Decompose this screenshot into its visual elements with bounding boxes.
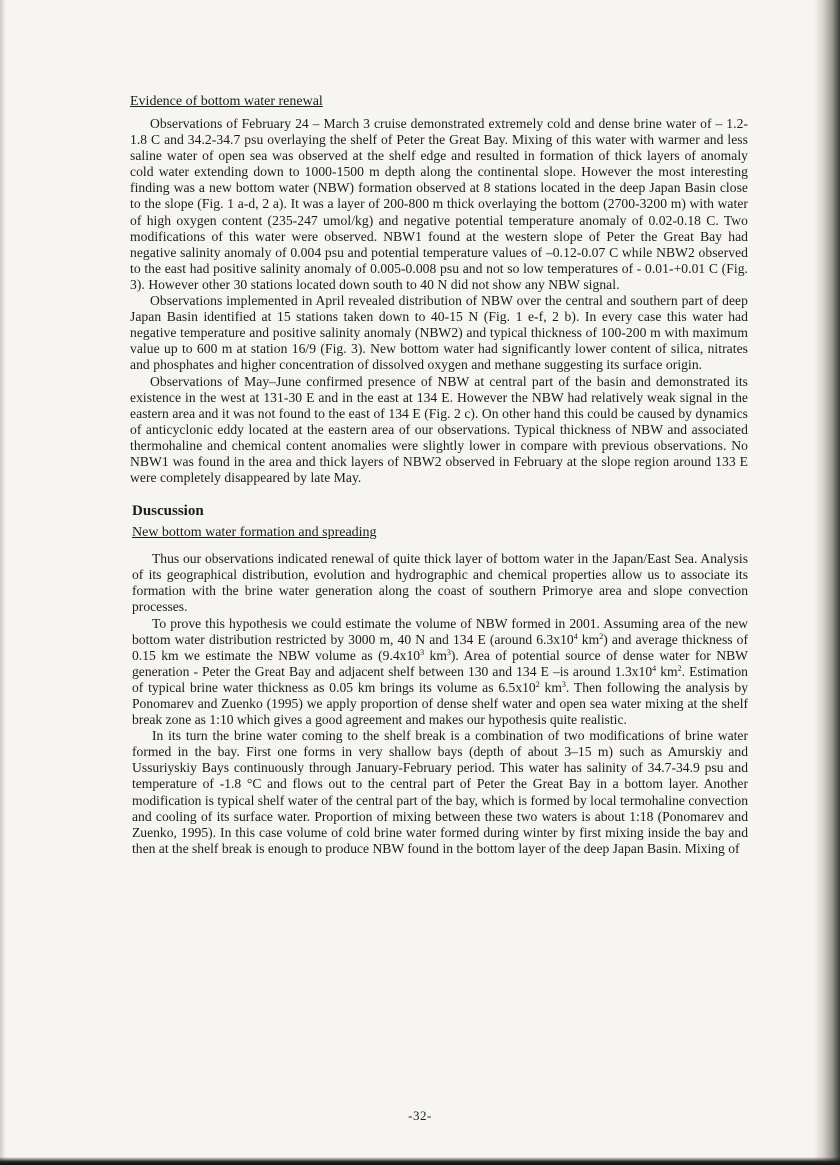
paragraph: Observations of May–June confirmed presence of NBW at central part of the basin and demonstrated its existence in the west at 131-30 E and in the east at 134 E. However the NBW had relatively weak signal in the eastern area and it was not found to the east of 134 E (Fig. 2 c). On other hand this could be caused by dynamics of anticyclonic eddy located at the eastern area of our observations. Typical thickness of NBW and associated thermohaline and chemical content anomalies were slightly lower in compare with previous observations. No NBW1 was found in the area and thick layers of NBW2 observed in February at the slope region around 133 E were completely disappeared by late May. [130,373,748,486]
paragraph: Observations implemented in April revealed distribution of NBW over the central and southern part of deep Japan Basin identified at 15 stations taken down to 40-15 N (Fig. 1 e-f, 2 b). In every case this water had negative temperature and positive salinity anomaly (NBW2) and typical thickness of 100-200 m with maximum value up to 600 m at station 16/9 (Fig. 3). New bottom water had significantly lower content of silica, nitrates and phosphates and higher concentration of dissolved oxygen and methane suggesting its surface origin. [130,293,748,373]
scan-shadow-left [0,0,6,1165]
text-run: . Then following the analysis by Ponomarev and Zuenko (1995) we apply proportion of dense shelf water and open sea water mixing at the shelf break zone as 1:10 which gives a good agreement and makes our hypothesis quite realistic. [132,679,748,728]
text-run: ). Area of potential source of dense water for NBW generation - Peter the Great Bay and adjacent shelf between 130 and 134 E –is around 1.3x10 [132,647,748,679]
text-run: km [424,647,447,663]
text-run: km [656,663,678,679]
text-run: km [539,679,562,695]
subsection-heading-formation: New bottom water formation and spreading [132,525,377,541]
scan-shadow-right [814,0,840,1165]
superscript: 3 [446,647,451,657]
page-content [130,93,748,857]
superscript: 3 [561,679,566,689]
text-run: To prove this hypothesis we could estimate the volume of NBW formed in 2001. Assuming area of the new bottom water distribution restricted by 3000 m, 40 N and 134 E (around 6.3x10 [132,615,748,647]
page-number: -32- [408,1108,432,1123]
superscript: 2 [677,663,682,673]
section-heading-bottom-water-renewal: Evidence of bottom water renewal [130,94,323,109]
text-run: km [577,631,600,647]
scan-shadow-bottom [0,1157,840,1165]
text-run: ) and average thickness of 0.15 km we estimate the NBW volume as (9.4x10 [132,631,748,663]
paragraph-with-superscripts [132,616,748,729]
text-run: . Estimation of typical brine water thickness as 0.05 km brings its volume as 6.5x10 [132,663,748,695]
paragraph: Observations of February 24 – March 3 cruise demonstrated extremely cold and dense brine water of – 1.2-1.8 C and 34.2-34.7 psu overlaying the shelf of Peter the Great Bay. Mixing of this water with warmer and less saline water of open sea was observed at the shelf edge and resulted in formation of thick layers of anomaly cold water extending down to 1000-1500 m depth along the continental slope. However the most interesting finding was a new bottom water (NBW) formation observed at 8 stations located in the deep Japan Basin close to the slope (Fig. 1 a-d, 2 a). It was a layer of 200-800 m thick overlaying the bottom (2700-3200 m) with water of high oxygen content (235-247 umol/kg) and negative potential temperature anomaly of 0.02-0.18 C. Two modifications of this water were observed. NBW1 found at the western slope of Peter the Great Bay had negative salinity anomaly of 0.004 psu and potential temperature values of –0.12-0.07 C while NBW2 observed to the east had positive salinity anomaly of 0.005-0.008 psu and not so low temperatures of - 0.01-+0.01 C (Fig. 3). However other 30 stations located down south to 40 N did not show any NBW signal. [130,116,748,292]
superscript: 4 [652,663,657,673]
superscript: 2 [599,631,604,641]
section-heading-discussion: Duscussion [132,503,204,520]
superscript: 4 [573,631,578,641]
superscript: 2 [535,679,540,689]
superscript: 3 [420,647,425,657]
paragraph: In its turn the brine water coming to the shelf break is a combination of two modifications of brine water formed in the bay. First one forms in very shallow bays (depth of about 3–15 m) such as Amurskiy and Ussuriyskiy Bays continuously through January-February period. This water has salinity of 34.7-34.9 psu and temperature of -1.8 °C and flows out to the central part of Peter the Great Bay in a bottom layer. Another modification is typical shelf water of the central part of the bay, which is formed by local termohaline convection and cooling of its surface water. Proportion of mixing between these two waters is about 1:18 (Ponomarev and Zuenko, 1995). In this case volume of cold brine water formed during winter by first mixing inside the bay and then at the shelf break is enough to produce NBW found in the bottom layer of the deep Japan Basin. Mixing of [132,728,748,856]
paragraph: Thus our observations indicated renewal of quite thick layer of bottom water in the Japan/East Sea. Analysis of its geographical distribution, evolution and hydrographic and chemical properties allow us to associate its formation with the brine water generation along the coast of southern Primorye area and slope convection processes. [132,551,748,615]
